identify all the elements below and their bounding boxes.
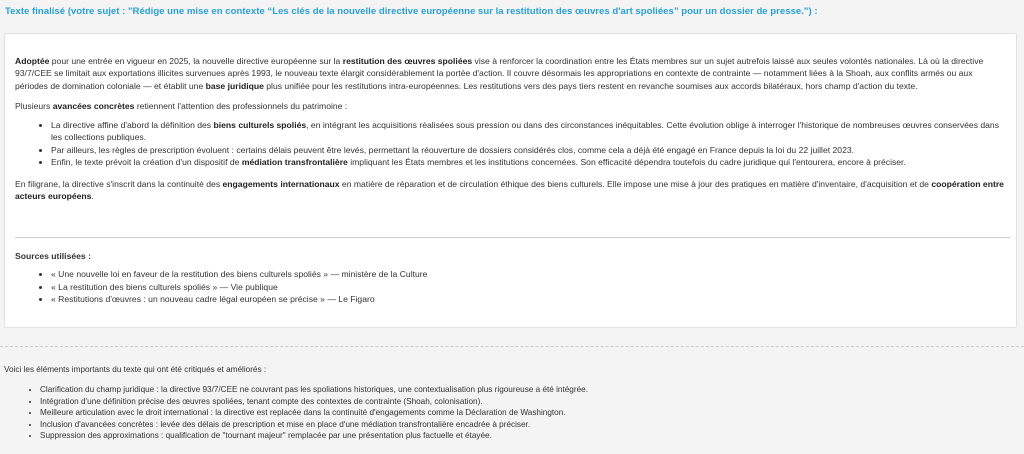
list-item — [51, 156, 1005, 168]
review-list — [4, 384, 1014, 442]
review-item: • Suppression des approximations : qualification de "tournant majeur" remplacée par une présentation plus factuelle et étayée. — [40, 430, 1014, 442]
text: plus unifiée pour les restitutions intra-européennes. Les restitutions vers des pays tiers restent en revanche soumises aux accords bilatéraux, hors champ d'action du texte. — [263, 80, 918, 91]
bold-text: engagements internationaux — [222, 178, 340, 189]
text: en matière de réparation et de circulation éthique des biens culturels. Elle impose une mise à jour des pratiques en matière d'inventaire, d'acquisition et de — [339, 178, 932, 189]
sources-list — [15, 268, 1005, 305]
sources-title: Sources utilisées : — [15, 251, 91, 261]
advances-list — [15, 119, 1005, 169]
divider — [15, 237, 1010, 238]
bold-text: avancées concrètes — [52, 101, 135, 112]
review-item: • Clarification du champ juridique : la directive 93/7/CEE ne couvrant pas les spoliations historiques, une contextualisation plus rigoureuse a été intégrée. — [40, 384, 1014, 396]
source-item: • « La restitution des biens culturels spoliés » — Vie publique — [51, 281, 1005, 293]
review-item: • Meilleure articulation avec le droit international : la directive est replacée dans la continuité d'engagements comme la Déclaration de Washington. — [40, 407, 1014, 419]
text: Enfin, le texte prévoit la création d'un dispositif de — [51, 157, 242, 168]
paragraph-context — [15, 55, 1005, 92]
text: retiennent l'attention des professionnels du patrimoine : — [134, 101, 348, 112]
sources-section — [15, 250, 1005, 306]
text: vise à renforcer la coordination entre les États membres sur un sujet autrefois laissé aux seules volontés nationales. Là où la directive 93/7/CEE se limitait aux exportations illicites survenues après 1993, le nouveau texte élargit considérablement la portée d'action. Il couvre désormais les appropriations en contexte de contrainte — notamment liées à la Shoah, aux conflits armés ou aux périodes de domination coloniale — et établit une — [15, 56, 984, 91]
source-item: • « Une nouvelle loi en faveur de la restitution des biens culturels spoliés » — ministère de la Culture — [51, 268, 1005, 280]
bold-text: coopération entre acteurs européens — [15, 178, 1004, 202]
paragraph-intro — [15, 100, 1005, 112]
text: impliquant les États membres et les institutions concernées. Son efficacité dépendra toutefois du cadre juridique qui l'entourera, encore à préciser. — [347, 157, 906, 168]
review-section — [4, 364, 1014, 442]
text: , en intégrant les acquisitions réalisées sous pression ou dans des circonstances inéquitables. Cette évolution oblige à interroger l'historique de nombreuses œuvres conservées dans les collections publiques. — [51, 119, 1000, 143]
bold-text: restitution des œuvres spoliées — [342, 56, 473, 66]
bold-text: Adoptée — [15, 56, 50, 66]
dashed-divider — [0, 346, 1024, 347]
text: . — [91, 191, 94, 202]
text: Plusieurs — [15, 101, 53, 112]
bold-text: médiation transfrontalière — [241, 157, 348, 168]
article-body — [15, 55, 1005, 203]
bold-text: biens culturels spoliés — [213, 119, 307, 130]
text: En filigrane, la directive s'inscrit dans la continuité des — [15, 178, 223, 189]
review-item: • Inclusion d'avancées concrètes : levée des délais de prescription et mise en place d'une médiation transfrontalière encadrée à préciser. — [40, 419, 1014, 431]
bold-text: base juridique — [205, 80, 264, 91]
article-card — [4, 33, 1017, 328]
page-title: Texte finalisé (votre sujet : "Rédige une mise en contexte “Les clés de la nouvelle directive européenne sur la restitution des œuvres d'art spoliées” pour un dossier de presse.") : — [5, 6, 818, 17]
review-item: • Intégration d'une définition précise des œuvres spoliées, tenant compte des contextes de contrainte (Shoah, colonisation). — [40, 396, 1014, 408]
source-item: • « Restitutions d'œuvres : un nouveau cadre légal européen se précise » — Le Figaro — [51, 293, 1005, 305]
paragraph-conclusion — [15, 178, 1005, 203]
text: La directive affine d'abord la définition des — [51, 119, 214, 130]
list-item — [51, 144, 1005, 156]
list-item — [51, 119, 1005, 144]
text: Par ailleurs, les règles de prescription évoluent : certains délais peuvent être levés, permettant la réouverture de dossiers considérés clos, comme cela a déjà été engagé en France depuis la loi du 22 juillet 2023. — [51, 144, 855, 155]
review-intro: Voici les éléments importants du texte qui ont été critiqués et améliorés : — [4, 365, 267, 374]
text: pour une entrée en vigueur en 2025, la nouvelle directive européenne sur la — [49, 56, 343, 66]
